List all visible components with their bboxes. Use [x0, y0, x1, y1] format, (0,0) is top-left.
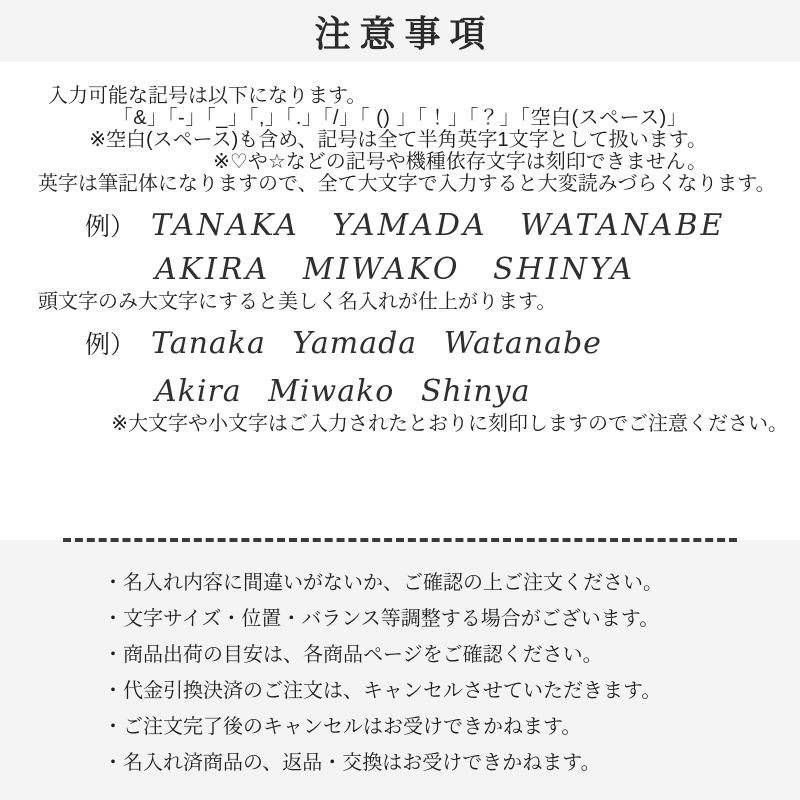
- uppercase-warning-text: 英字は筆記体になりますので、全て大文字で入力すると大変読みづらくなります。: [38, 173, 776, 195]
- note-item-text: 代金引換決済のご注文は、キャンセルさせていただきます。: [123, 680, 662, 702]
- bullet-marker: ・: [103, 752, 123, 774]
- symbols-intro-text: 入力可能な記号は以下になります。: [48, 85, 367, 107]
- note-item-text: 商品出荷の目安は、各商品ページをご確認ください。: [123, 644, 603, 666]
- note-item-text: 名入れ済商品の、返品・交換はお受けできかねます。: [123, 752, 601, 774]
- capitalized-script-sample-2: Akira Miwako Shinya: [155, 373, 531, 409]
- note-item-text: ご注文完了後のキャンセルはお受けできかねます。: [123, 716, 582, 738]
- bullet-marker: ・: [103, 608, 123, 630]
- page-title: 注意事項: [314, 12, 495, 54]
- uppercase-script-sample-1: TANAKA YAMADA WATANABE: [151, 207, 726, 243]
- script-examples-section: [0, 173, 800, 435]
- bullet-marker: ・: [103, 680, 123, 702]
- case-engraving-note: ※大文字や小文字はご入力されたとおりに刻印しますのでご注意ください。: [111, 413, 788, 435]
- note-item-3: [103, 644, 800, 666]
- uppercase-example-row-2: [0, 247, 800, 291]
- order-notes-section: [0, 540, 800, 800]
- bullet-marker: ・: [103, 716, 123, 738]
- uppercase-script-sample-2: AKIRA MIWAKO SHINYA: [155, 251, 635, 287]
- note-item-text: 文字サイズ・位置・バランス等調整する場合がございます。: [123, 608, 660, 630]
- capitalized-advice-text: 頭文字のみ大文字にすると美しく名入れが仕上がります。: [38, 291, 557, 313]
- bullet-marker: ・: [103, 644, 123, 666]
- example-label: 例）: [85, 331, 136, 359]
- note-item-4: [103, 680, 800, 702]
- symbols-note-unsupported: ※♡や☆などの記号や機種依存文字は刻印できません。: [213, 151, 707, 173]
- capitalized-example-row-2: [0, 369, 800, 413]
- dashed-divider: [63, 538, 737, 542]
- note-item-5: [103, 716, 800, 738]
- uppercase-example-row-1: [0, 203, 800, 247]
- note-item-2: [103, 608, 800, 630]
- capitalized-example-row-1: [0, 321, 800, 365]
- example-label: 例）: [85, 213, 136, 241]
- page-header: [0, 0, 800, 62]
- main-content: [0, 62, 800, 540]
- symbols-note-halfwidth: ※空白(スペース)も含め、記号は全て半角英字1文字として扱います。: [89, 129, 707, 151]
- bullet-marker: ・: [103, 572, 123, 594]
- allowed-symbols-list: 「&」「-」「_」「,」「.」「/」「 () 」「！」「？」「空白(スペース)」: [112, 107, 688, 129]
- allowed-symbols-section: [0, 62, 800, 173]
- note-item-text: 名入れ内容に間違いがないか、ご確認の上ご注文ください。: [123, 572, 663, 594]
- capitalized-script-sample-1: Tanaka Yamada Watanabe: [151, 325, 602, 361]
- note-item-1: [103, 572, 800, 594]
- order-notes-list: [0, 572, 800, 774]
- note-item-6: [103, 752, 800, 774]
